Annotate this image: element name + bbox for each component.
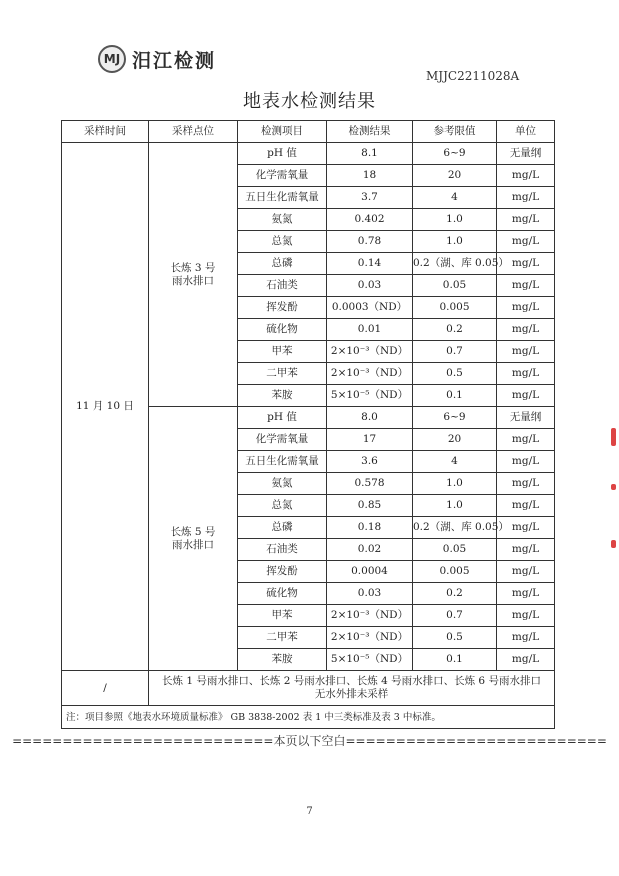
company-name: 汨江检测: [132, 49, 217, 72]
remark-label-cell: /: [62, 671, 149, 706]
unit-cell: mg/L: [497, 649, 555, 671]
result-cell: 0.578: [327, 473, 413, 495]
limit-cell: 20: [413, 429, 497, 451]
result-cell: 0.402: [327, 209, 413, 231]
result-cell: 0.78: [327, 231, 413, 253]
note-row: [62, 706, 555, 729]
test-item-cell: 五日生化需氧量: [238, 187, 327, 209]
test-item-cell: 总磷: [238, 517, 327, 539]
limit-cell: 1.0: [413, 473, 497, 495]
unit-cell: mg/L: [497, 429, 555, 451]
unit-cell: 无量纲: [497, 143, 555, 165]
test-item-cell: 挥发酚: [238, 561, 327, 583]
stamp-edge: [611, 428, 616, 548]
test-item-cell: 石油类: [238, 275, 327, 297]
test-item-cell: 硫化物: [238, 319, 327, 341]
result-cell: 0.0004: [327, 561, 413, 583]
result-cell: 0.02: [327, 539, 413, 561]
unit-cell: mg/L: [497, 253, 555, 275]
result-cell: 0.03: [327, 275, 413, 297]
unit-cell: mg/L: [497, 561, 555, 583]
test-item-cell: pH 值: [238, 407, 327, 429]
column-header: 单位: [497, 121, 555, 143]
unit-cell: mg/L: [497, 275, 555, 297]
limit-cell: 1.0: [413, 495, 497, 517]
result-cell: 0.85: [327, 495, 413, 517]
result-cell: 5×10⁻⁵（ND）: [327, 385, 413, 407]
limit-cell: 1.0: [413, 209, 497, 231]
column-header: 参考限值: [413, 121, 497, 143]
result-cell: 0.18: [327, 517, 413, 539]
column-header: 检测结果: [327, 121, 413, 143]
test-item-cell: 苯胺: [238, 649, 327, 671]
test-item-cell: 氨氮: [238, 209, 327, 231]
unit-cell: mg/L: [497, 517, 555, 539]
test-item-cell: 总氮: [238, 495, 327, 517]
blank-below-notice: ==========================本页以下空白==========================: [12, 734, 607, 748]
unit-cell: mg/L: [497, 583, 555, 605]
limit-cell: 0.2: [413, 583, 497, 605]
test-item-cell: 总磷: [238, 253, 327, 275]
unit-cell: mg/L: [497, 627, 555, 649]
limit-cell: 0.2（湖、库 0.05）: [413, 253, 497, 275]
column-header: 采样点位: [149, 121, 238, 143]
document-code: MJJC2211028A: [426, 69, 520, 83]
note-cell: 注：项目参照《地表水环境质量标准》 GB 3838-2002 表 1 中三类标准及表 3 中标准。: [62, 706, 555, 729]
limit-cell: 6~9: [413, 143, 497, 165]
test-item-cell: 化学需氧量: [238, 429, 327, 451]
sampling-site-cell: 长炼 3 号 雨水排口: [149, 143, 238, 407]
unit-cell: mg/L: [497, 605, 555, 627]
unit-cell: mg/L: [497, 363, 555, 385]
test-item-cell: 石油类: [238, 539, 327, 561]
remark-row: [62, 671, 555, 706]
result-cell: 5×10⁻⁵（ND）: [327, 649, 413, 671]
remark-text-cell: 长炼 1 号雨水排口、长炼 2 号雨水排口、长炼 4 号雨水排口、长炼 6 号雨水排口 无水外排未采样: [149, 671, 555, 706]
result-cell: 18: [327, 165, 413, 187]
limit-cell: 4: [413, 451, 497, 473]
test-item-cell: 化学需氧量: [238, 165, 327, 187]
result-cell: 2×10⁻³（ND）: [327, 363, 413, 385]
unit-cell: mg/L: [497, 341, 555, 363]
limit-cell: 0.1: [413, 649, 497, 671]
limit-cell: 0.5: [413, 363, 497, 385]
limit-cell: 6~9: [413, 407, 497, 429]
limit-cell: 0.05: [413, 539, 497, 561]
limit-cell: 0.2: [413, 319, 497, 341]
unit-cell: mg/L: [497, 209, 555, 231]
table-header-row: [62, 121, 555, 143]
result-cell: 2×10⁻³（ND）: [327, 627, 413, 649]
result-cell: 0.0003（ND）: [327, 297, 413, 319]
limit-cell: 4: [413, 187, 497, 209]
results-table: [61, 120, 555, 729]
result-cell: 0.03: [327, 583, 413, 605]
result-cell: 0.01: [327, 319, 413, 341]
company-logo: [98, 45, 216, 73]
column-header: 采样时间: [62, 121, 149, 143]
test-item-cell: 甲苯: [238, 605, 327, 627]
test-item-cell: 甲苯: [238, 341, 327, 363]
sampling-date-cell: 11 月 10 日: [62, 143, 149, 671]
logo-icon: MJ: [98, 45, 126, 73]
unit-cell: mg/L: [497, 473, 555, 495]
page-title: 地表水检测结果: [243, 91, 376, 112]
test-item-cell: pH 值: [238, 143, 327, 165]
unit-cell: mg/L: [497, 187, 555, 209]
unit-cell: mg/L: [497, 539, 555, 561]
result-cell: 2×10⁻³（ND）: [327, 605, 413, 627]
test-item-cell: 五日生化需氧量: [238, 451, 327, 473]
column-header: 检测项目: [238, 121, 327, 143]
limit-cell: 0.005: [413, 297, 497, 319]
result-cell: 8.1: [327, 143, 413, 165]
unit-cell: mg/L: [497, 297, 555, 319]
limit-cell: 0.5: [413, 627, 497, 649]
test-item-cell: 苯胺: [238, 385, 327, 407]
test-item-cell: 总氮: [238, 231, 327, 253]
limit-cell: 0.05: [413, 275, 497, 297]
unit-cell: 无量纲: [497, 407, 555, 429]
unit-cell: mg/L: [497, 451, 555, 473]
limit-cell: 0.7: [413, 341, 497, 363]
page-number: 7: [306, 806, 313, 817]
limit-cell: 1.0: [413, 231, 497, 253]
limit-cell: 20: [413, 165, 497, 187]
result-cell: 0.14: [327, 253, 413, 275]
unit-cell: mg/L: [497, 495, 555, 517]
test-item-cell: 二甲苯: [238, 363, 327, 385]
unit-cell: mg/L: [497, 385, 555, 407]
test-item-cell: 二甲苯: [238, 627, 327, 649]
unit-cell: mg/L: [497, 165, 555, 187]
result-cell: 3.7: [327, 187, 413, 209]
result-cell: 3.6: [327, 451, 413, 473]
test-item-cell: 氨氮: [238, 473, 327, 495]
sampling-site-cell: 长炼 5 号 雨水排口: [149, 407, 238, 671]
result-cell: 2×10⁻³（ND）: [327, 341, 413, 363]
result-cell: 8.0: [327, 407, 413, 429]
result-cell: 17: [327, 429, 413, 451]
test-item-cell: 挥发酚: [238, 297, 327, 319]
unit-cell: mg/L: [497, 231, 555, 253]
limit-cell: 0.2（湖、库 0.05）: [413, 517, 497, 539]
limit-cell: 0.1: [413, 385, 497, 407]
test-item-cell: 硫化物: [238, 583, 327, 605]
table-row: [62, 143, 555, 165]
limit-cell: 0.005: [413, 561, 497, 583]
unit-cell: mg/L: [497, 319, 555, 341]
limit-cell: 0.7: [413, 605, 497, 627]
